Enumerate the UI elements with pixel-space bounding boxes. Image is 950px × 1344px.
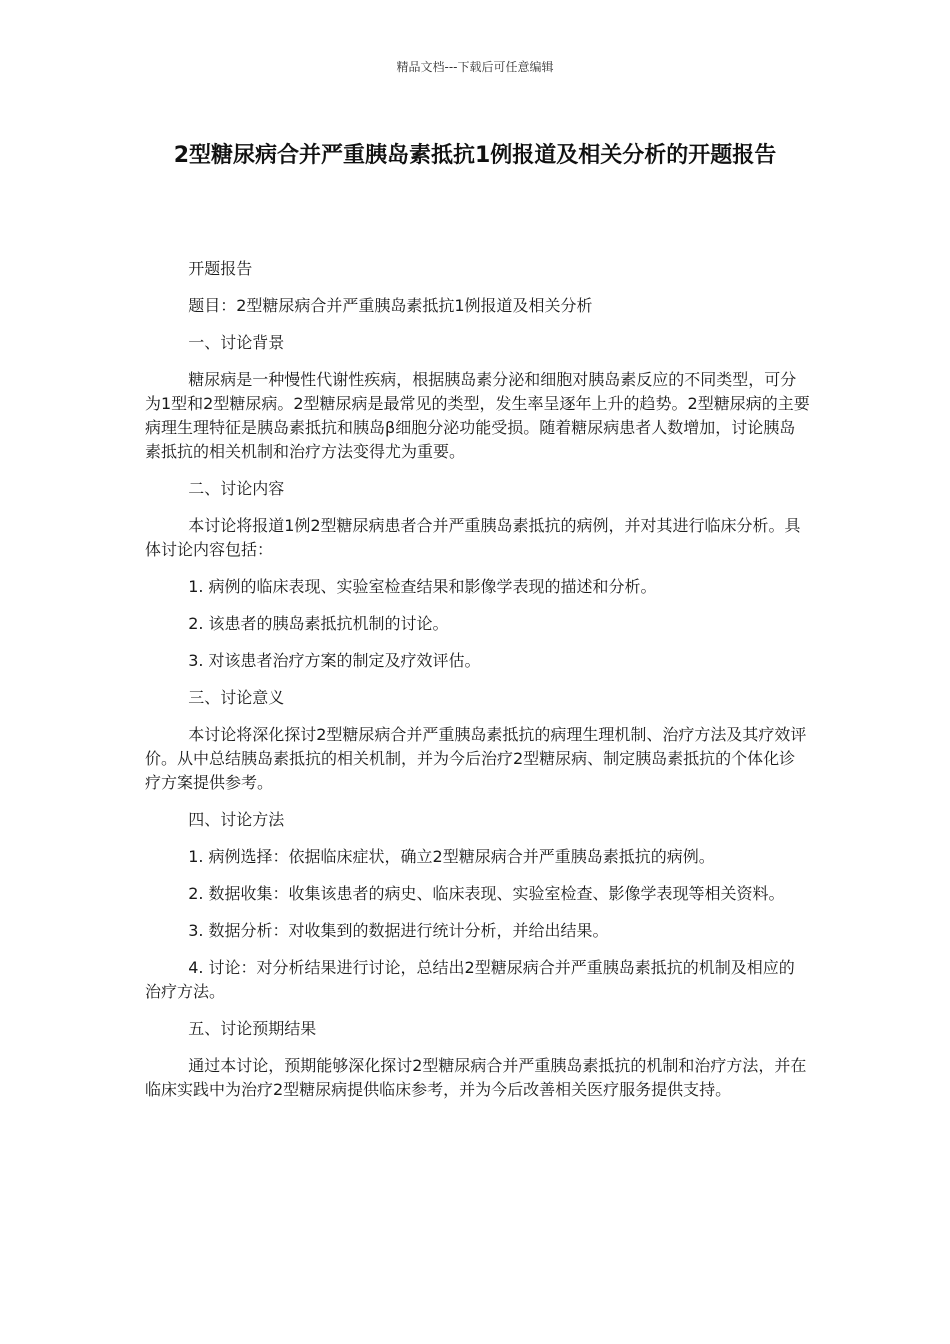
paragraph-significance: 本讨论将深化探讨2型糖尿病合并严重胰岛素抵抗的病理生理机制、治疗方法及其疗效评价。从中总结胰岛素抵抗的相关机制，并为今后治疗2型糖尿病、制定胰岛素抵抗的个体化诊疗方案提供参考。 (145, 725, 807, 792)
document-title: 2型糖尿病合并严重胰岛素抵抗1例报道及相关分析的开题报告 (173, 143, 777, 168)
paragraph-expected-results: 通过本讨论，预期能够深化探讨2型糖尿病合并严重胰岛素抵抗的机制和治疗方法，并在临床实践中为治疗2型糖尿病提供临床参考，并为今后改善相关医疗服务提供支持。 (145, 1056, 807, 1099)
section-heading-background: 一、讨论背景 (188, 333, 285, 352)
section-heading-methods: 四、讨论方法 (188, 810, 285, 829)
paragraph-report-label: 开题报告 (188, 259, 253, 278)
document-body (145, 257, 810, 1115)
paragraph-background: 糖尿病是一种慢性代谢性疾病，根据胰岛素分泌和细胞对胰岛素反应的不同类型，可分为1型和2型糖尿病。2型糖尿病是最常见的类型，发生率呈逐年上升的趋势。2型糖尿病的主要病理生理特征是胰岛素抵抗和胰岛β细胞分泌功能受损。随着糖尿病患者人数增加，讨论胰岛素抵抗的相关机制和治疗方法变得尤为重要。 (145, 370, 810, 461)
list-item-method-1: 1. 病例选择：依据临床症状，确立2型糖尿病合并严重胰岛素抵抗的病例。 (188, 847, 715, 866)
list-item-content-1: 1. 病例的临床表现、实验室检查结果和影像学表现的描述和分析。 (188, 577, 657, 596)
list-item-content-2: 2. 该患者的胰岛素抵抗机制的讨论。 (188, 614, 449, 633)
list-item-method-4: 4. 讨论：对分析结果进行讨论，总结出2型糖尿病合并严重胰岛素抵抗的机制及相应的治疗方法。 (145, 958, 795, 1001)
section-heading-expected-results: 五、讨论预期结果 (188, 1019, 317, 1038)
paragraph-topic: 题目：2型糖尿病合并严重胰岛素抵抗1例报道及相关分析 (188, 296, 593, 315)
list-item-method-2: 2. 数据收集：收集该患者的病史、临床表现、实验室检查、影像学表现等相关资料。 (188, 884, 785, 903)
list-item-method-3: 3. 数据分析：对收集到的数据进行统计分析，并给出结果。 (188, 921, 609, 940)
list-item-content-3: 3. 对该患者治疗方案的制定及疗效评估。 (188, 651, 481, 670)
section-heading-content: 二、讨论内容 (188, 479, 285, 498)
section-heading-significance: 三、讨论意义 (188, 688, 285, 707)
page-header: 精品文档---下载后可任意编辑 (396, 60, 554, 74)
paragraph-content-intro: 本讨论将报道1例2型糖尿病患者合并严重胰岛素抵抗的病例，并对其进行临床分析。具体讨论内容包括： (145, 516, 801, 559)
